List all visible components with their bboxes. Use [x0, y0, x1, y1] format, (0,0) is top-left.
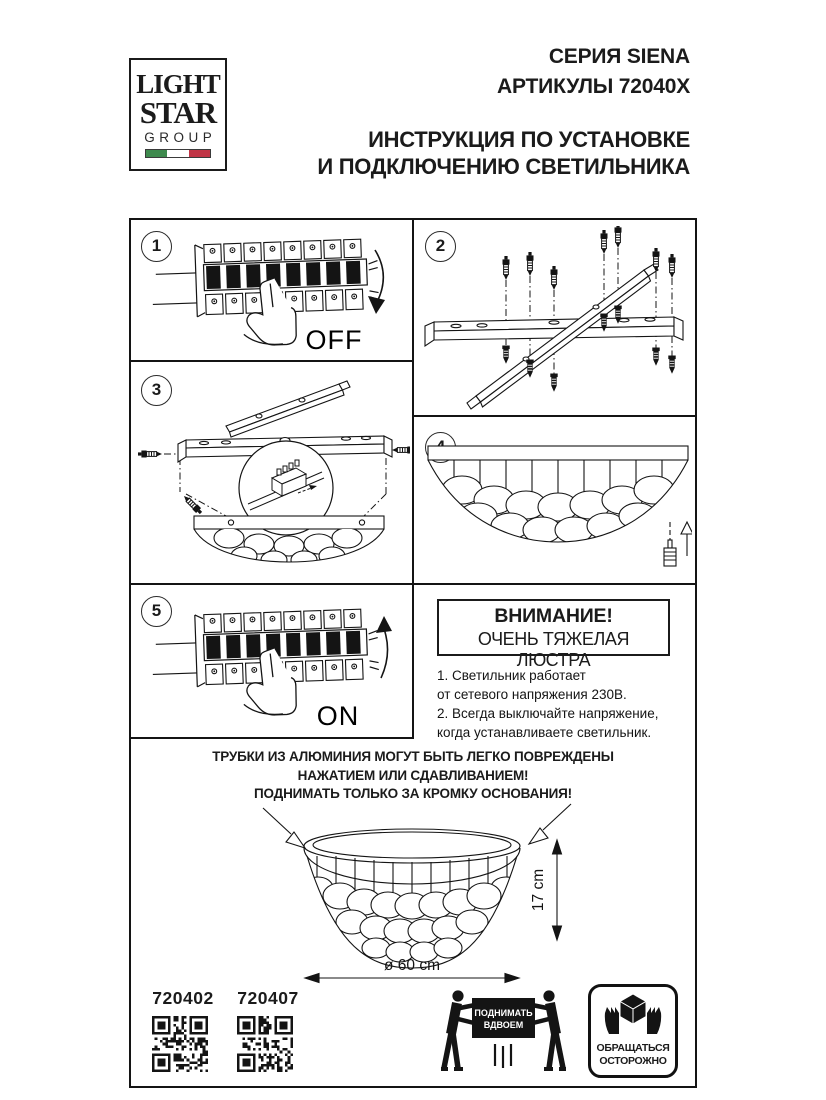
attention-subtitle: ОЧЕНЬ ТЯЖЕЛАЯ ЛЮСТРА — [477, 629, 630, 670]
header-series-block — [497, 42, 690, 102]
article-code-720407: 720407 — [237, 988, 299, 1008]
arrow-up-icon — [376, 616, 392, 633]
attention-box — [437, 599, 670, 670]
logo-word-light: LIGHT — [136, 69, 220, 99]
attention-title: ВНИМАНИЕ! — [494, 605, 613, 627]
note-line: от сетевого напряжения 230В. — [437, 687, 627, 702]
divider-middle — [129, 583, 697, 585]
pointer-arrow-left-icon — [286, 832, 305, 848]
step-1-breaker-off-illustration — [138, 226, 400, 356]
step-3-assembly-illustration — [134, 366, 410, 580]
flag-green — [146, 150, 167, 157]
italian-flag-bar — [145, 149, 211, 158]
step-2-bracket-illustration — [420, 226, 692, 410]
header-title-block — [317, 126, 690, 180]
lightstar-logo — [129, 58, 227, 171]
article-code-720402: 720402 — [152, 988, 214, 1008]
divider-left-2 — [129, 737, 414, 739]
doc-title-line1: ИНСТРУКЦИЯ ПО УСТАНОВКЕ — [368, 127, 690, 152]
logo-word-group: GROUP — [144, 130, 217, 145]
flag-white — [167, 150, 188, 157]
lift-label-line1: ПОДНИМАТЬ — [474, 1008, 533, 1018]
doc-title-line2: И ПОДКЛЮЧЕНИЮ СВЕТИЛЬНИКА — [317, 154, 690, 179]
lift-in-pairs-pictogram — [441, 988, 566, 1078]
step-5-number: 5 — [141, 596, 172, 627]
column-divider — [412, 218, 414, 739]
caution-line1: ТРУБКИ ИЗ АЛЮМИНИЯ МОГУТ БЫТЬ ЛЕГКО ПОВРЕЖДЕНЫ — [212, 749, 614, 764]
divider-right-1 — [412, 415, 697, 417]
logo-word-star: STAR — [139, 95, 217, 130]
caution-line3: ПОДНИМАТЬ ТОЛЬКО ЗА КРОМКУ ОСНОВАНИЯ! — [254, 786, 572, 801]
caution-text — [129, 748, 697, 804]
pointer-arrow-right-icon — [529, 828, 548, 844]
qr-code-2 — [237, 1016, 293, 1072]
height-dimension-label: 17 cm — [530, 868, 547, 912]
series-name: СЕРИЯ SIENA — [548, 45, 690, 68]
qr-code-1 — [152, 1016, 208, 1072]
handle-with-care-pictogram — [588, 984, 678, 1078]
divider-left-1 — [129, 360, 414, 362]
note-line: когда устанавливаете светильник. — [437, 725, 652, 740]
person-left-icon — [441, 990, 475, 1071]
warning-notes — [437, 666, 692, 742]
step-2-number: 2 — [425, 231, 456, 262]
chandelier-dimension-drawing — [145, 800, 685, 1000]
step-5-breaker-on-illustration — [138, 594, 400, 734]
diameter-dimension-label: ø 60 cm — [384, 957, 440, 974]
article-numbers: АРТИКУЛЫ 72040X — [497, 75, 690, 98]
on-label: ON — [316, 701, 360, 731]
note-line: 1. Светильник работает — [437, 668, 586, 683]
caution-line2: НАЖАТИЕМ ИЛИ СДАВЛИВАНИЕМ! — [297, 767, 529, 783]
care-label-line1: ОБРАЩАТЬСЯ — [596, 1042, 670, 1054]
step-4-bowl-illustration — [420, 428, 692, 580]
arrow-down-icon — [368, 296, 385, 314]
step-3-number: 3 — [141, 375, 172, 406]
note-line: 2. Всегда выключайте напряжение, — [437, 706, 659, 721]
flag-red — [189, 150, 210, 157]
off-label: OFF — [305, 325, 363, 355]
step-1-number: 1 — [141, 231, 172, 262]
care-label-line2: ОСТОРОЖНО — [599, 1055, 667, 1067]
hands-holding-box-icon — [603, 992, 663, 1038]
person-right-icon — [532, 990, 566, 1071]
lift-label-line2: ВДВОЕМ — [483, 1020, 524, 1030]
